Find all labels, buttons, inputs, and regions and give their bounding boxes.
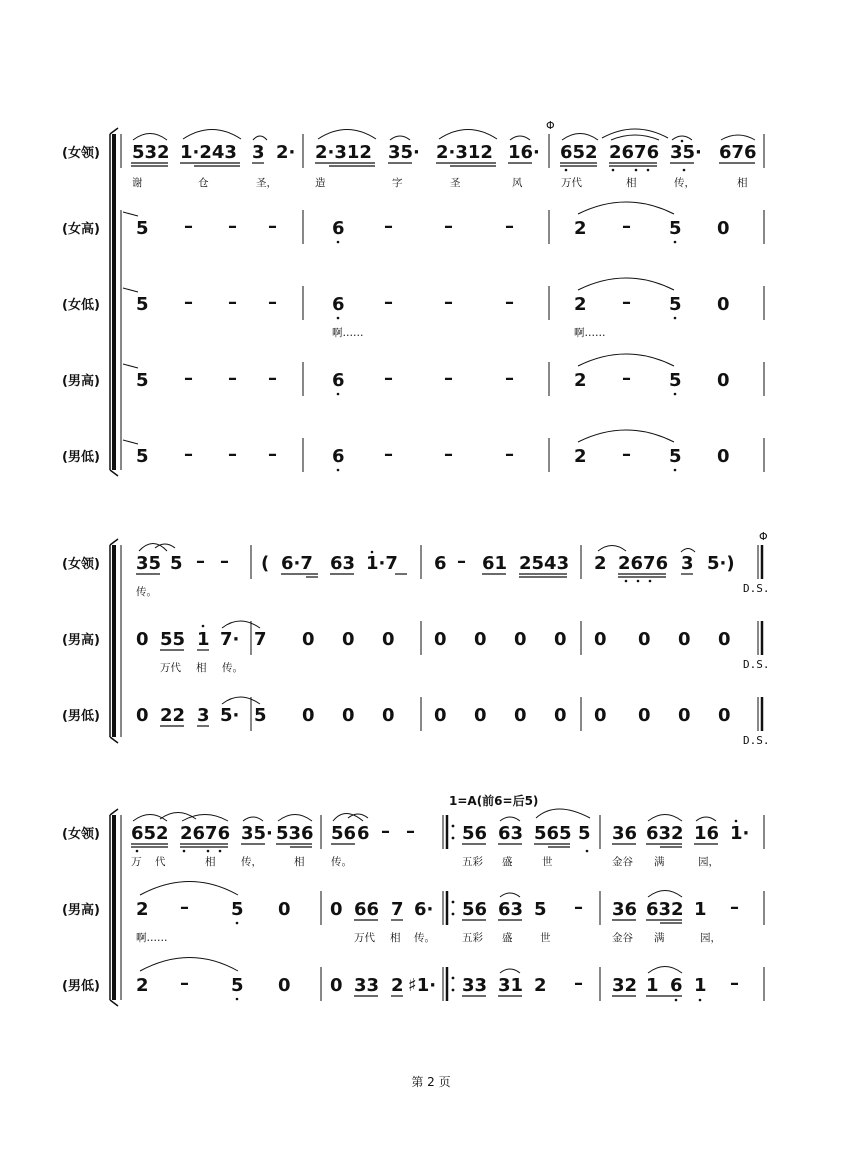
note: 5: [136, 294, 149, 315]
dash: –: [184, 368, 193, 389]
note: 6: [670, 975, 683, 996]
system-1: [62, 119, 764, 476]
rest: 0: [342, 629, 355, 650]
note-group: 35·: [388, 142, 420, 163]
note-group: 6·7: [281, 553, 313, 574]
lyric: 相: [196, 662, 207, 674]
note-group: 2676: [180, 823, 231, 844]
part-label-male-bass: (男低): [62, 979, 100, 994]
rest: 0: [514, 705, 527, 726]
ds-mark: D.S.: [743, 658, 770, 671]
note: 0: [717, 294, 730, 315]
note: 5: [669, 370, 682, 391]
rest: 0: [678, 629, 691, 650]
dash: –: [444, 368, 453, 389]
lyric: 代: [155, 856, 166, 868]
note-group: 63: [498, 823, 524, 844]
lyric: 五彩: [462, 856, 483, 868]
lyric: 圣: [450, 177, 461, 189]
note-group: 55: [160, 629, 186, 650]
lyric: 世: [542, 856, 553, 868]
coda-mark: Φ: [759, 530, 768, 543]
note: 5: [136, 446, 149, 467]
note: 7: [391, 899, 404, 920]
note-group: 5·): [707, 553, 735, 574]
note-group: 652: [131, 823, 169, 844]
lyric: 风: [512, 177, 523, 189]
lyric: 谢: [132, 177, 143, 189]
note: 2·: [276, 142, 296, 163]
dash: –: [505, 216, 514, 237]
part-label-male-bass: (男低): [62, 709, 100, 724]
dash: –: [622, 292, 631, 313]
part-label-female-lead: (女领): [62, 827, 100, 842]
lyric: 传。: [331, 856, 352, 868]
paren: (: [261, 553, 270, 574]
lyric: 造: [315, 177, 326, 189]
rest: 0: [342, 705, 355, 726]
note: 2: [594, 553, 607, 574]
rest: 0: [474, 629, 487, 650]
lead-staff: [131, 809, 764, 868]
note: 2: [534, 975, 547, 996]
rest: 0: [474, 705, 487, 726]
note-group: 35: [136, 553, 162, 574]
system-bracket-bar: [112, 134, 116, 470]
note-group: 66: [354, 899, 380, 920]
note: 0: [136, 629, 149, 650]
dash: –: [228, 216, 237, 237]
note: 3: [681, 553, 694, 574]
alto-staff: [123, 278, 764, 339]
rest: 0: [554, 705, 567, 726]
dash: –: [268, 292, 277, 313]
lyric: 仓: [198, 177, 209, 189]
note-group: 2676: [609, 142, 660, 163]
dash: –: [184, 216, 193, 237]
system-2: [62, 530, 770, 747]
rest: 0: [434, 629, 447, 650]
lyric: 盛: [502, 932, 513, 944]
note-group: 63: [498, 899, 524, 920]
dash: –: [730, 897, 739, 918]
lyric: 传。: [136, 586, 157, 598]
dash: –: [180, 897, 189, 918]
note: 6·: [414, 899, 434, 920]
dash: –: [444, 216, 453, 237]
note-group: 632: [646, 823, 684, 844]
rest: 0: [330, 975, 343, 996]
dash: –: [384, 292, 393, 313]
note: 2: [574, 294, 587, 315]
dash: –: [384, 216, 393, 237]
part-label-female-soprano: (女高): [62, 222, 100, 237]
lyric: 五彩: [462, 932, 483, 944]
system-3: [62, 793, 764, 1006]
note: 7: [254, 629, 267, 650]
lyric: 传，: [241, 856, 262, 868]
lead-staff: [136, 530, 770, 598]
lyric: 满: [654, 856, 665, 868]
note: 2: [574, 218, 587, 239]
rest: 0: [594, 705, 607, 726]
note: 0: [717, 370, 730, 391]
lyric: 啊……: [136, 932, 168, 944]
note-group: 36: [612, 823, 638, 844]
note: 0: [136, 705, 149, 726]
note: 5: [231, 899, 244, 920]
note: 7·: [220, 629, 240, 650]
note: 5: [534, 899, 547, 920]
note: 2: [574, 446, 587, 467]
note: 6: [434, 553, 447, 574]
note: 3: [252, 142, 265, 163]
rest: 0: [382, 705, 395, 726]
lyric: 相: [205, 856, 216, 868]
dash: –: [622, 444, 631, 465]
note-group: 33: [354, 975, 380, 996]
dash: –: [505, 444, 514, 465]
soprano-staff: [123, 202, 764, 244]
note: 6: [332, 294, 345, 315]
lyric: 相: [626, 177, 637, 189]
rest: 0: [638, 705, 651, 726]
note-group: 676: [719, 142, 757, 163]
lyric: 园，: [700, 932, 721, 944]
bass-staff: [136, 958, 764, 1002]
rest: 0: [278, 975, 291, 996]
dash: –: [268, 444, 277, 465]
dash: –: [574, 897, 583, 918]
dash: –: [196, 551, 205, 572]
rest: 0: [678, 705, 691, 726]
bass-staff: [136, 697, 770, 747]
note-group: 56: [462, 823, 488, 844]
rest: 0: [278, 899, 291, 920]
note-group: 2·312: [315, 142, 372, 163]
note: 5: [136, 370, 149, 391]
note: 2: [136, 975, 149, 996]
lyric: 相: [390, 932, 401, 944]
dash: –: [622, 368, 631, 389]
rest: 0: [718, 705, 731, 726]
note-group: 1·7: [366, 553, 398, 574]
lyric: 啊……: [332, 327, 364, 339]
note-group: 63: [330, 553, 356, 574]
note: 5: [578, 823, 591, 844]
tenor-staff: [136, 621, 770, 674]
note-group: 31: [498, 975, 524, 996]
rest: 0: [330, 899, 343, 920]
lyric: 相: [737, 177, 748, 189]
dash: –: [228, 292, 237, 313]
note: 2: [391, 975, 404, 996]
note-group: 33: [462, 975, 488, 996]
rest: 0: [302, 629, 315, 650]
note: 5: [669, 294, 682, 315]
lyric: 啊……: [574, 327, 606, 339]
note: 5: [669, 446, 682, 467]
lyric: 传。: [414, 932, 435, 944]
lyric: 圣，: [256, 177, 277, 189]
note: 6: [357, 823, 370, 844]
note: 1: [694, 899, 707, 920]
dash: –: [384, 444, 393, 465]
note: 5: [669, 218, 682, 239]
note: 1: [646, 975, 659, 996]
note-group: 16: [694, 823, 720, 844]
note-group: 36: [612, 899, 638, 920]
dash: –: [220, 551, 229, 572]
note: 5·: [220, 705, 240, 726]
lyric: 相: [294, 856, 305, 868]
rest: 0: [382, 629, 395, 650]
key-signature-change: 1=A(前6=后5): [449, 794, 539, 808]
note: 2: [136, 899, 149, 920]
lyric: 传。: [222, 662, 243, 674]
note: 6: [332, 446, 345, 467]
note: 1·: [730, 823, 750, 844]
rest: 0: [554, 629, 567, 650]
dash: –: [381, 821, 390, 842]
note: 5: [136, 218, 149, 239]
part-label-male-bass: (男低): [62, 450, 100, 465]
rest: 0: [434, 705, 447, 726]
note-group: 56: [462, 899, 488, 920]
dash: –: [505, 292, 514, 313]
lyric: 万代: [160, 662, 181, 674]
dash: –: [444, 292, 453, 313]
part-label-female-lead: (女领): [62, 557, 100, 572]
note: 0: [717, 446, 730, 467]
note: 5: [170, 553, 183, 574]
page-number: 第 2 页: [411, 1075, 451, 1089]
tenor-staff: [123, 354, 764, 396]
dash: –: [184, 292, 193, 313]
note-group: 32: [612, 975, 638, 996]
lyric: 万代: [561, 177, 582, 189]
bass-staff: [123, 430, 764, 472]
note-group: 61: [482, 553, 508, 574]
dash: –: [268, 216, 277, 237]
ds-mark: D.S.: [743, 582, 770, 595]
note: 1: [694, 975, 707, 996]
note-group: 2·312: [436, 142, 493, 163]
note: 3: [197, 705, 210, 726]
rest: 0: [302, 705, 315, 726]
note: 0: [717, 218, 730, 239]
dash: –: [268, 368, 277, 389]
note-group: 35·: [241, 823, 273, 844]
note-group: 652: [560, 142, 598, 163]
dash: –: [457, 551, 466, 572]
dash: –: [406, 821, 415, 842]
dash: –: [228, 368, 237, 389]
dash: –: [180, 973, 189, 994]
note-group: 56: [331, 823, 357, 844]
lyric: 金谷: [612, 932, 633, 944]
lyric: 万: [131, 856, 142, 868]
rest: 0: [718, 629, 731, 650]
dash: –: [574, 973, 583, 994]
dash: –: [384, 368, 393, 389]
note-group: 565: [534, 823, 572, 844]
note-group: 532: [132, 142, 170, 163]
lyric: 满: [654, 932, 665, 944]
note-group: 35·: [670, 142, 702, 163]
note: 5: [231, 975, 244, 996]
note: 1: [197, 629, 210, 650]
note: 6: [332, 218, 345, 239]
note: ♯1·: [408, 975, 437, 996]
part-label-female-lead: (女领): [62, 146, 100, 161]
part-label-male-tenor: (男高): [62, 633, 100, 648]
lead-staff: [131, 119, 764, 171]
dash: –: [505, 368, 514, 389]
lyric: 盛: [502, 856, 513, 868]
note-group: 16·: [508, 142, 540, 163]
note-group: 22: [160, 705, 186, 726]
lyric: 世: [540, 932, 551, 944]
lead-lyrics: [132, 176, 748, 189]
coda-mark: Φ: [546, 119, 555, 132]
note-group: 1·243: [180, 142, 237, 163]
dash: –: [730, 973, 739, 994]
note-group: 536: [276, 823, 314, 844]
note: 5: [254, 705, 267, 726]
note-group: 2543: [519, 553, 570, 574]
lyric: 万代: [354, 932, 375, 944]
tenor-staff: [136, 882, 764, 945]
ds-mark: D.S.: [743, 734, 770, 747]
rest: 0: [638, 629, 651, 650]
dash: –: [228, 444, 237, 465]
dash: –: [184, 444, 193, 465]
lyric: 字: [392, 177, 403, 189]
note-group: 2676: [618, 553, 669, 574]
part-label-male-tenor: (男高): [62, 903, 100, 918]
lyric: 园，: [698, 856, 719, 868]
rest: 0: [514, 629, 527, 650]
lyric: 传，: [674, 177, 695, 189]
dash: –: [444, 444, 453, 465]
dash: –: [622, 216, 631, 237]
note-group: 632: [646, 899, 684, 920]
note: 2: [574, 370, 587, 391]
note: 6: [332, 370, 345, 391]
part-label-male-tenor: (男高): [62, 374, 100, 389]
rest: 0: [594, 629, 607, 650]
part-label-female-alto: (女低): [62, 298, 100, 313]
lyric: 金谷: [612, 856, 633, 868]
